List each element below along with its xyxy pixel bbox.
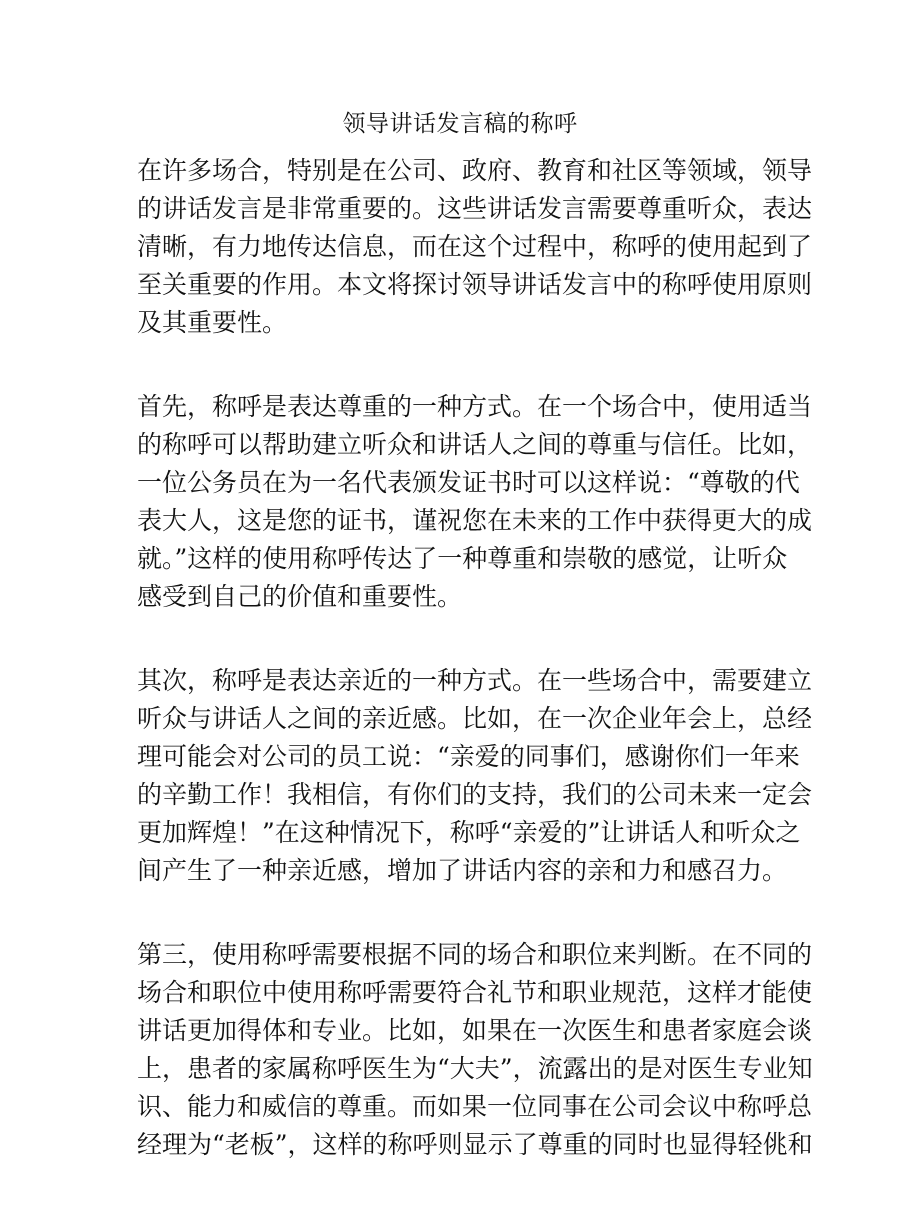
text-line: 讲话更加得体和专业。比如，如果在一次医生和患者家庭会谈 — [137, 1016, 813, 1045]
text-line: 至关重要的作用。本文将探讨领导讲话发言中的称呼使用原则 — [137, 270, 813, 299]
document-title: 领导讲话发言稿的称呼 — [342, 111, 578, 137]
text-line: 间产生了一种亲近感，增加了讲话内容的亲和力和感召力。 — [137, 856, 788, 885]
document-body — [137, 152, 813, 1210]
text-line: 场合和职位中使用称呼需要符合礼节和职业规范，这样才能使 — [137, 978, 813, 1007]
text-line: 更加辉煌！”在这种情况下，称呼“亲爱的”让讲话人和听众之 — [137, 818, 801, 847]
text-line: 一位公务员在为一名代表颁发证书时可以这样说：“尊敬的代 — [137, 468, 800, 497]
text-line: 表大人，这是您的证书，谨祝您在未来的工作中获得更大的成 — [137, 506, 813, 535]
paragraph-closeness — [137, 662, 813, 890]
text-line: 感受到自己的价值和重要性。 — [137, 582, 463, 611]
text-line: 的辛勤工作！我相信，有你们的支持，我们的公司未来一定会 — [137, 780, 813, 809]
text-line: 第三，使用称呼需要根据不同的场合和职位来判断。在不同的 — [137, 940, 813, 969]
text-line: 其次，称呼是表达亲近的一种方式。在一些场合中，需要建立 — [137, 666, 813, 695]
text-line: 及其重要性。 — [137, 308, 288, 337]
text-line: 经理为“老板”，这样的称呼则显示了尊重的同时也显得轻佻和 — [137, 1130, 813, 1159]
paragraph-context — [137, 936, 813, 1164]
text-line: 听众与讲话人之间的亲近感。比如，在一次企业年会上，总经 — [137, 704, 813, 733]
text-line: 识、能力和威信的尊重。而如果一位同事在公司会议中称呼总 — [137, 1092, 813, 1121]
paragraph-intro — [137, 152, 813, 342]
text-line: 在许多场合，特别是在公司、政府、教育和社区等领域，领导 — [137, 156, 813, 185]
text-line: 就。”这样的使用称呼传达了一种尊重和崇敬的感觉，让听众 — [137, 544, 788, 573]
text-line: 上，患者的家属称呼医生为“大夫”，流露出的是对医生专业知 — [137, 1054, 813, 1083]
text-line: 清晰，有力地传达信息，而在这个过程中，称呼的使用起到了 — [137, 232, 813, 261]
paragraph-respect — [137, 388, 813, 616]
text-line: 首先，称呼是表达尊重的一种方式。在一个场合中，使用适当 — [137, 392, 813, 421]
text-line: 理可能会对公司的员工说：“亲爱的同事们，感谢你们一年来 — [137, 742, 800, 771]
text-line: 的称呼可以帮助建立听众和讲话人之间的尊重与信任。比如， — [137, 430, 813, 459]
text-line: 的讲话发言是非常重要的。这些讲话发言需要尊重听众，表达 — [137, 194, 813, 223]
